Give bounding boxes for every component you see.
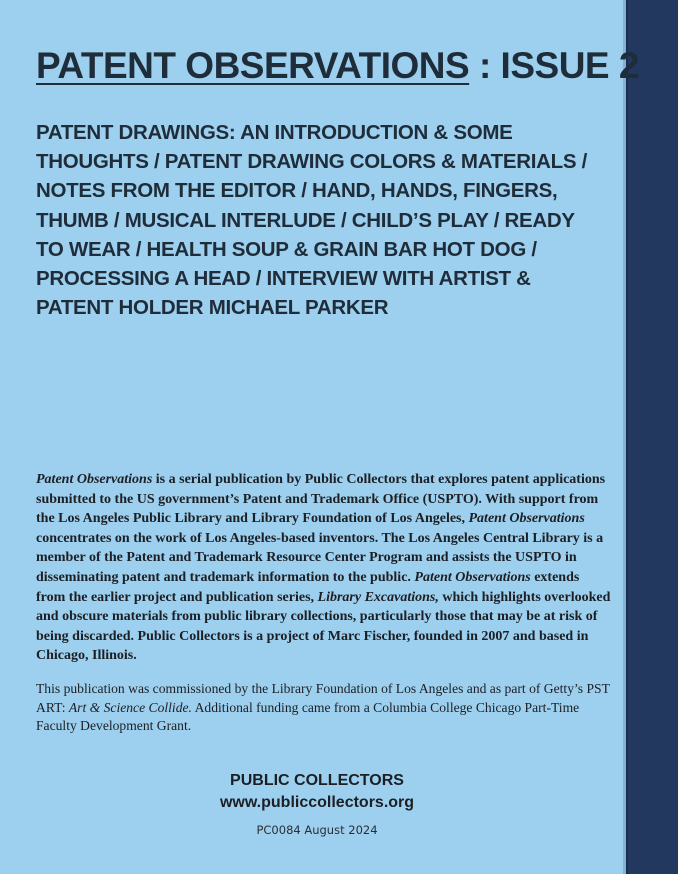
credits-title-ref: Art & Science Collide.	[68, 699, 192, 715]
publisher-url: www.publiccollectors.org	[219, 794, 415, 811]
issue-number: : ISSUE 2	[469, 45, 639, 86]
about-title-ref-2: Patent Observations	[468, 511, 585, 527]
about-paragraph	[36, 470, 611, 666]
credits-text-1: This publication was commissioned by the Library Foundation of Los Angeles and as part of Getty’s PST ART:	[36, 681, 610, 715]
book-spine	[626, 0, 678, 874]
library-excavations-ref: Library Excavations,	[317, 589, 439, 605]
about-title-ref: Patent Observations	[36, 472, 153, 487]
credits-paragraph	[36, 680, 611, 736]
about-text-4: which highlights overlooked and obscure materials from public library collections, particularly those that may be at risk of being discarded. Public Collectors is a project of Marc Fischer, founded in 2007 and based in Chicago, Illinois.	[36, 589, 611, 664]
publisher-name: PUBLIC COLLECTORS	[230, 772, 404, 789]
credits-text-2: Additional funding came from a Columbia College Chicago Part-Time Faculty Development Grant.	[36, 699, 580, 733]
about-title-ref-3: Patent Observations	[414, 569, 531, 585]
table-of-contents: PATENT DRAWINGS: AN INTRODUCTION & SOME THOUGHTS / PATENT DRAWING COLORS & MATERIALS / NOTES FROM THE EDITOR / HAND, HANDS, FINGERS, THUMB / MUSICAL INTERLUDE / CHILD’S PLAY / READY TO WEAR / HEALTH SOUP & GRAIN BAR HOT DOG / PROCESSING A HEAD / INTERVIEW WITH ARTIST & PATENT HOLDER MICHAEL PARKER	[36, 121, 588, 320]
about-text-2: concentrates on the work of Los Angeles-based inventors. The Los Angeles Central Library is a member of the Patent and Trademark Resource Center Program and assists the USPTO in disseminating patent and trademark information to the public.	[36, 530, 604, 585]
about-text-1: is a serial publication by Public Collectors that explores patent applications submitted to the US government’s Patent and Trademark Office (USPTO). With support from the Los Angeles Public Library and Library Foundation of Los Angeles,	[36, 472, 606, 527]
issue-title	[36, 40, 639, 92]
publisher-block	[150, 770, 484, 814]
catalog-code: PC0084 August 2024	[256, 823, 378, 837]
series-title: PATENT OBSERVATIONS	[36, 45, 470, 86]
about-text-3: extends from the earlier project and publication series,	[36, 569, 580, 605]
